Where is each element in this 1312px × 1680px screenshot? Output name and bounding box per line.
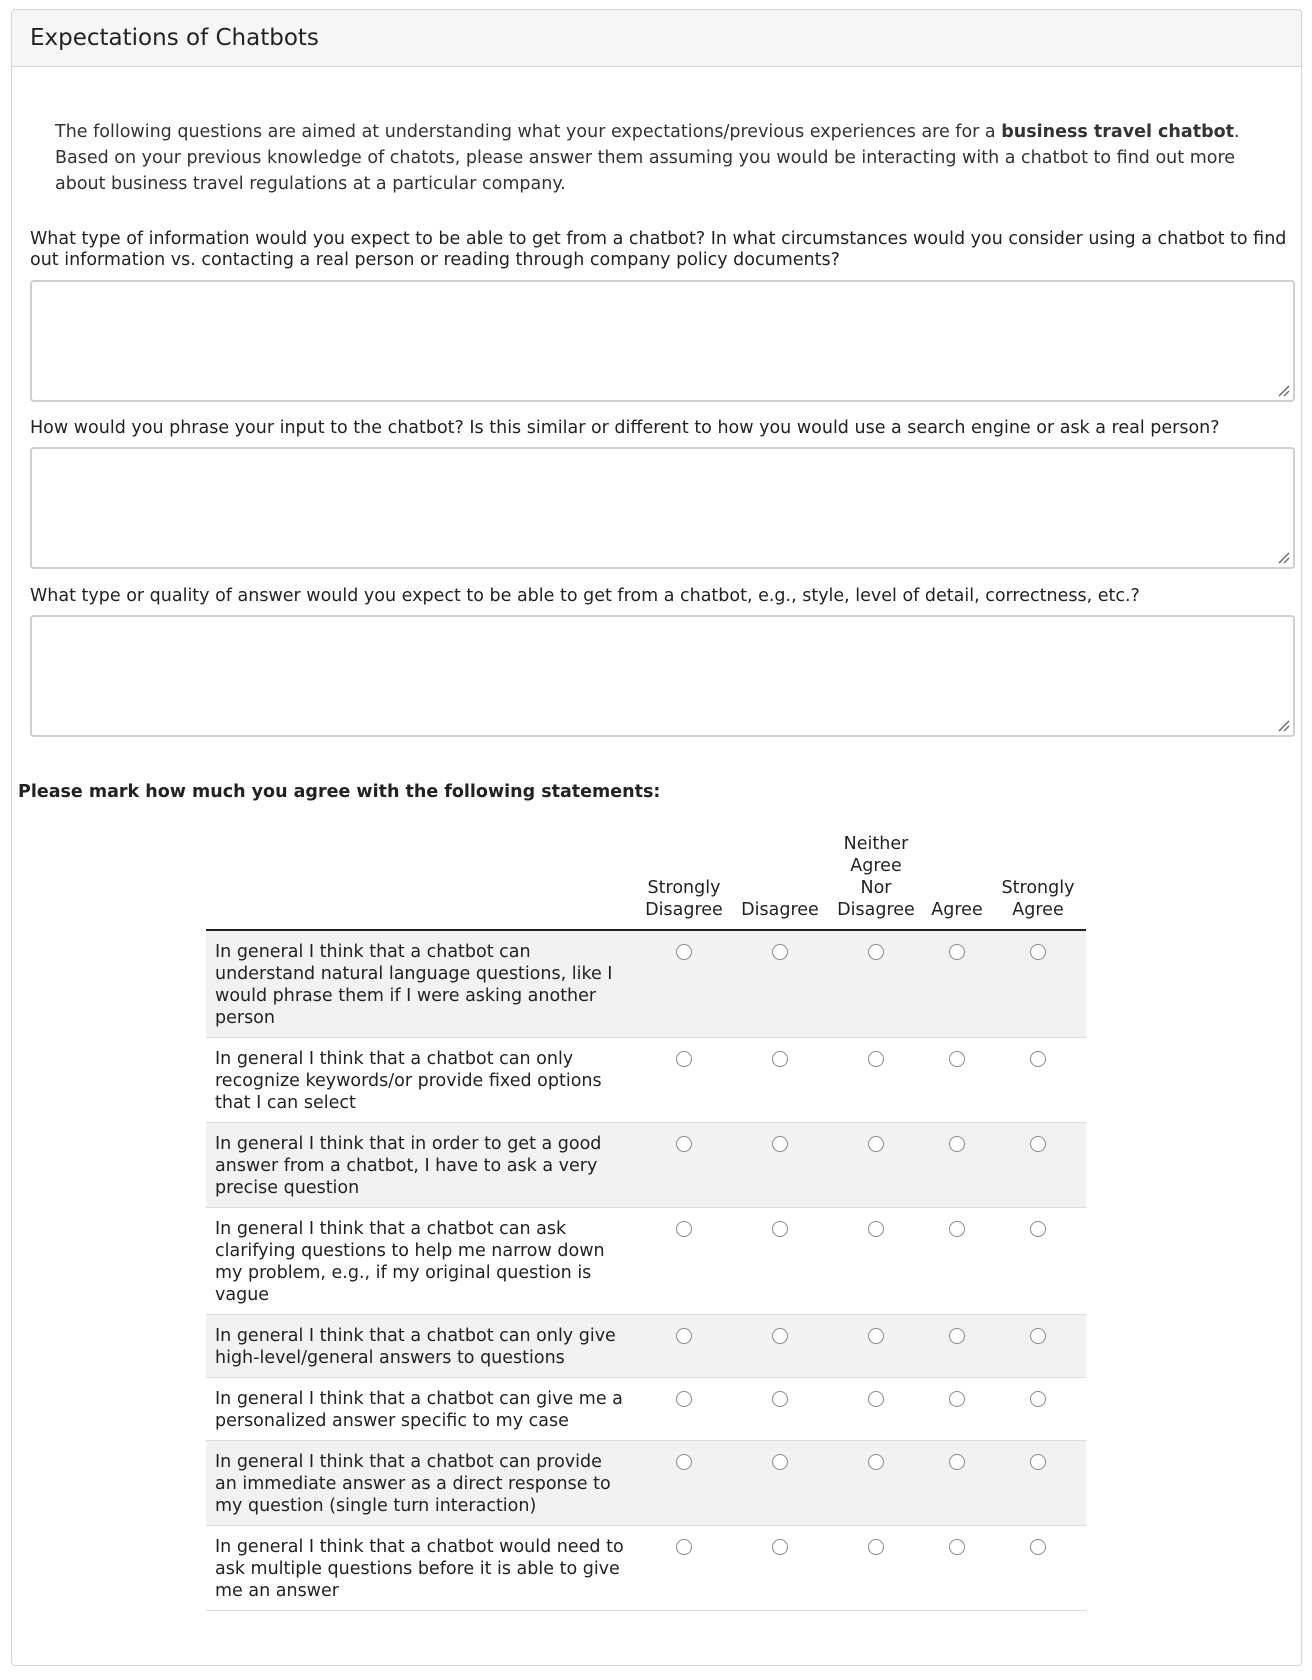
panel-heading [12,10,1301,67]
radio-strongly-agree[interactable] [1030,1454,1046,1470]
radio-agree[interactable] [949,944,965,960]
radio-disagree[interactable] [772,1136,788,1152]
intro-text-end: . Based on your previous knowledge of chatots, please answer them assuming you would be interacting with a chatbot to find out more about business travel regulations at a particular company. [55,122,1240,194]
radio-agree[interactable] [949,1328,965,1344]
radio-strongly-disagree[interactable] [676,944,692,960]
resize-handle-icon[interactable] [1276,383,1290,397]
radio-strongly-disagree[interactable] [676,1539,692,1555]
radio-agree[interactable] [949,1391,965,1407]
radio-disagree[interactable] [772,944,788,960]
statement-label: In general I think that a chatbot can only give high-level/general answers to questions [206,1315,636,1378]
intro-text-start: The following questions are aimed at understanding what your expectations/previous experiences are for a [55,122,1002,142]
radio-strongly-agree[interactable] [1030,944,1046,960]
radio-agree[interactable] [949,1454,965,1470]
radio-strongly-agree[interactable] [1030,1539,1046,1555]
radio-strongly-disagree[interactable] [676,1391,692,1407]
matrix-row [206,1123,1086,1208]
radio-disagree[interactable] [772,1539,788,1555]
column-header-disagree: Disagree [732,833,828,930]
agreement-matrix [206,833,1086,1611]
resize-handle-icon[interactable] [1276,718,1290,732]
radio-strongly-disagree[interactable] [676,1328,692,1344]
radio-strongly-agree[interactable] [1030,1221,1046,1237]
question-2-textarea[interactable] [30,447,1295,569]
question-3-label: What type or quality of answer would you expect to be able to get from a chatbot, e.g., style, level of detail, correctness, etc.? [30,586,1140,606]
radio-strongly-disagree[interactable] [676,1051,692,1067]
radio-disagree[interactable] [772,1051,788,1067]
statement-label: In general I think that a chatbot can only recognize keywords/or provide fixed options that I can select [206,1038,636,1123]
panel-title: Expectations of Chatbots [30,25,319,51]
statement-label: In general I think that a chatbot can give me a personalized answer specific to my case [206,1378,636,1441]
radio-agree[interactable] [949,1136,965,1152]
statement-label: In general I think that a chatbot can ask clarifying questions to help me narrow down my problem, e.g., if my original question is vague [206,1208,636,1315]
radio-agree[interactable] [949,1051,965,1067]
radio-neither[interactable] [868,1539,884,1555]
radio-strongly-agree[interactable] [1030,1328,1046,1344]
radio-agree[interactable] [949,1539,965,1555]
column-header-strongly-agree: Strongly Agree [990,833,1086,930]
radio-disagree[interactable] [772,1454,788,1470]
radio-strongly-disagree[interactable] [676,1136,692,1152]
radio-strongly-disagree[interactable] [676,1454,692,1470]
radio-neither[interactable] [868,1391,884,1407]
radio-disagree[interactable] [772,1328,788,1344]
resize-handle-icon[interactable] [1276,550,1290,564]
radio-neither[interactable] [868,1328,884,1344]
radio-strongly-agree[interactable] [1030,1136,1046,1152]
intro-bold-text: business travel chatbot [1001,122,1234,142]
statement-label: In general I think that a chatbot can provide an immediate answer as a direct response to my question (single turn interaction) [206,1441,636,1526]
statement-label: In general I think that in order to get a good answer from a chatbot, I have to ask a very precise question [206,1123,636,1208]
matrix-header-row [206,833,1086,930]
statement-label: In general I think that a chatbot would need to ask multiple questions before it is able to give me an answer [206,1526,636,1611]
matrix-row [206,1378,1086,1441]
radio-strongly-agree[interactable] [1030,1391,1046,1407]
radio-neither[interactable] [868,1221,884,1237]
radio-strongly-disagree[interactable] [676,1221,692,1237]
matrix-row [206,1526,1086,1611]
statement-label: In general I think that a chatbot can understand natural language questions, like I would phrase them if I were asking another person [206,930,636,1038]
question-2-label: How would you phrase your input to the chatbot? Is this similar or different to how you would use a search engine or ask a real person? [30,418,1220,438]
radio-neither[interactable] [868,1454,884,1470]
question-1-label: What type of information would you expect to be able to get from a chatbot? In what circumstances would you consider using a chatbot to find out information vs. contacting a real person or reading through company policy documents? [30,229,1287,270]
matrix-row [206,1441,1086,1526]
matrix-row [206,1315,1086,1378]
radio-neither[interactable] [868,944,884,960]
matrix-row [206,1208,1086,1315]
matrix-title: Please mark how much you agree with the following statements: [18,782,661,802]
radio-disagree[interactable] [772,1221,788,1237]
column-header-strongly-disagree: Strongly Disagree [636,833,732,930]
matrix-row [206,930,1086,1038]
radio-neither[interactable] [868,1051,884,1067]
question-3-textarea[interactable] [30,615,1295,737]
question-1-textarea[interactable] [30,280,1295,402]
matrix-row [206,1038,1086,1123]
radio-agree[interactable] [949,1221,965,1237]
column-header-neither: Neither Agree Nor Disagree [828,833,924,930]
intro-text [55,119,1270,197]
column-header-agree: Agree [924,833,990,930]
radio-disagree[interactable] [772,1391,788,1407]
radio-strongly-agree[interactable] [1030,1051,1046,1067]
radio-neither[interactable] [868,1136,884,1152]
matrix-header-blank [206,833,636,930]
